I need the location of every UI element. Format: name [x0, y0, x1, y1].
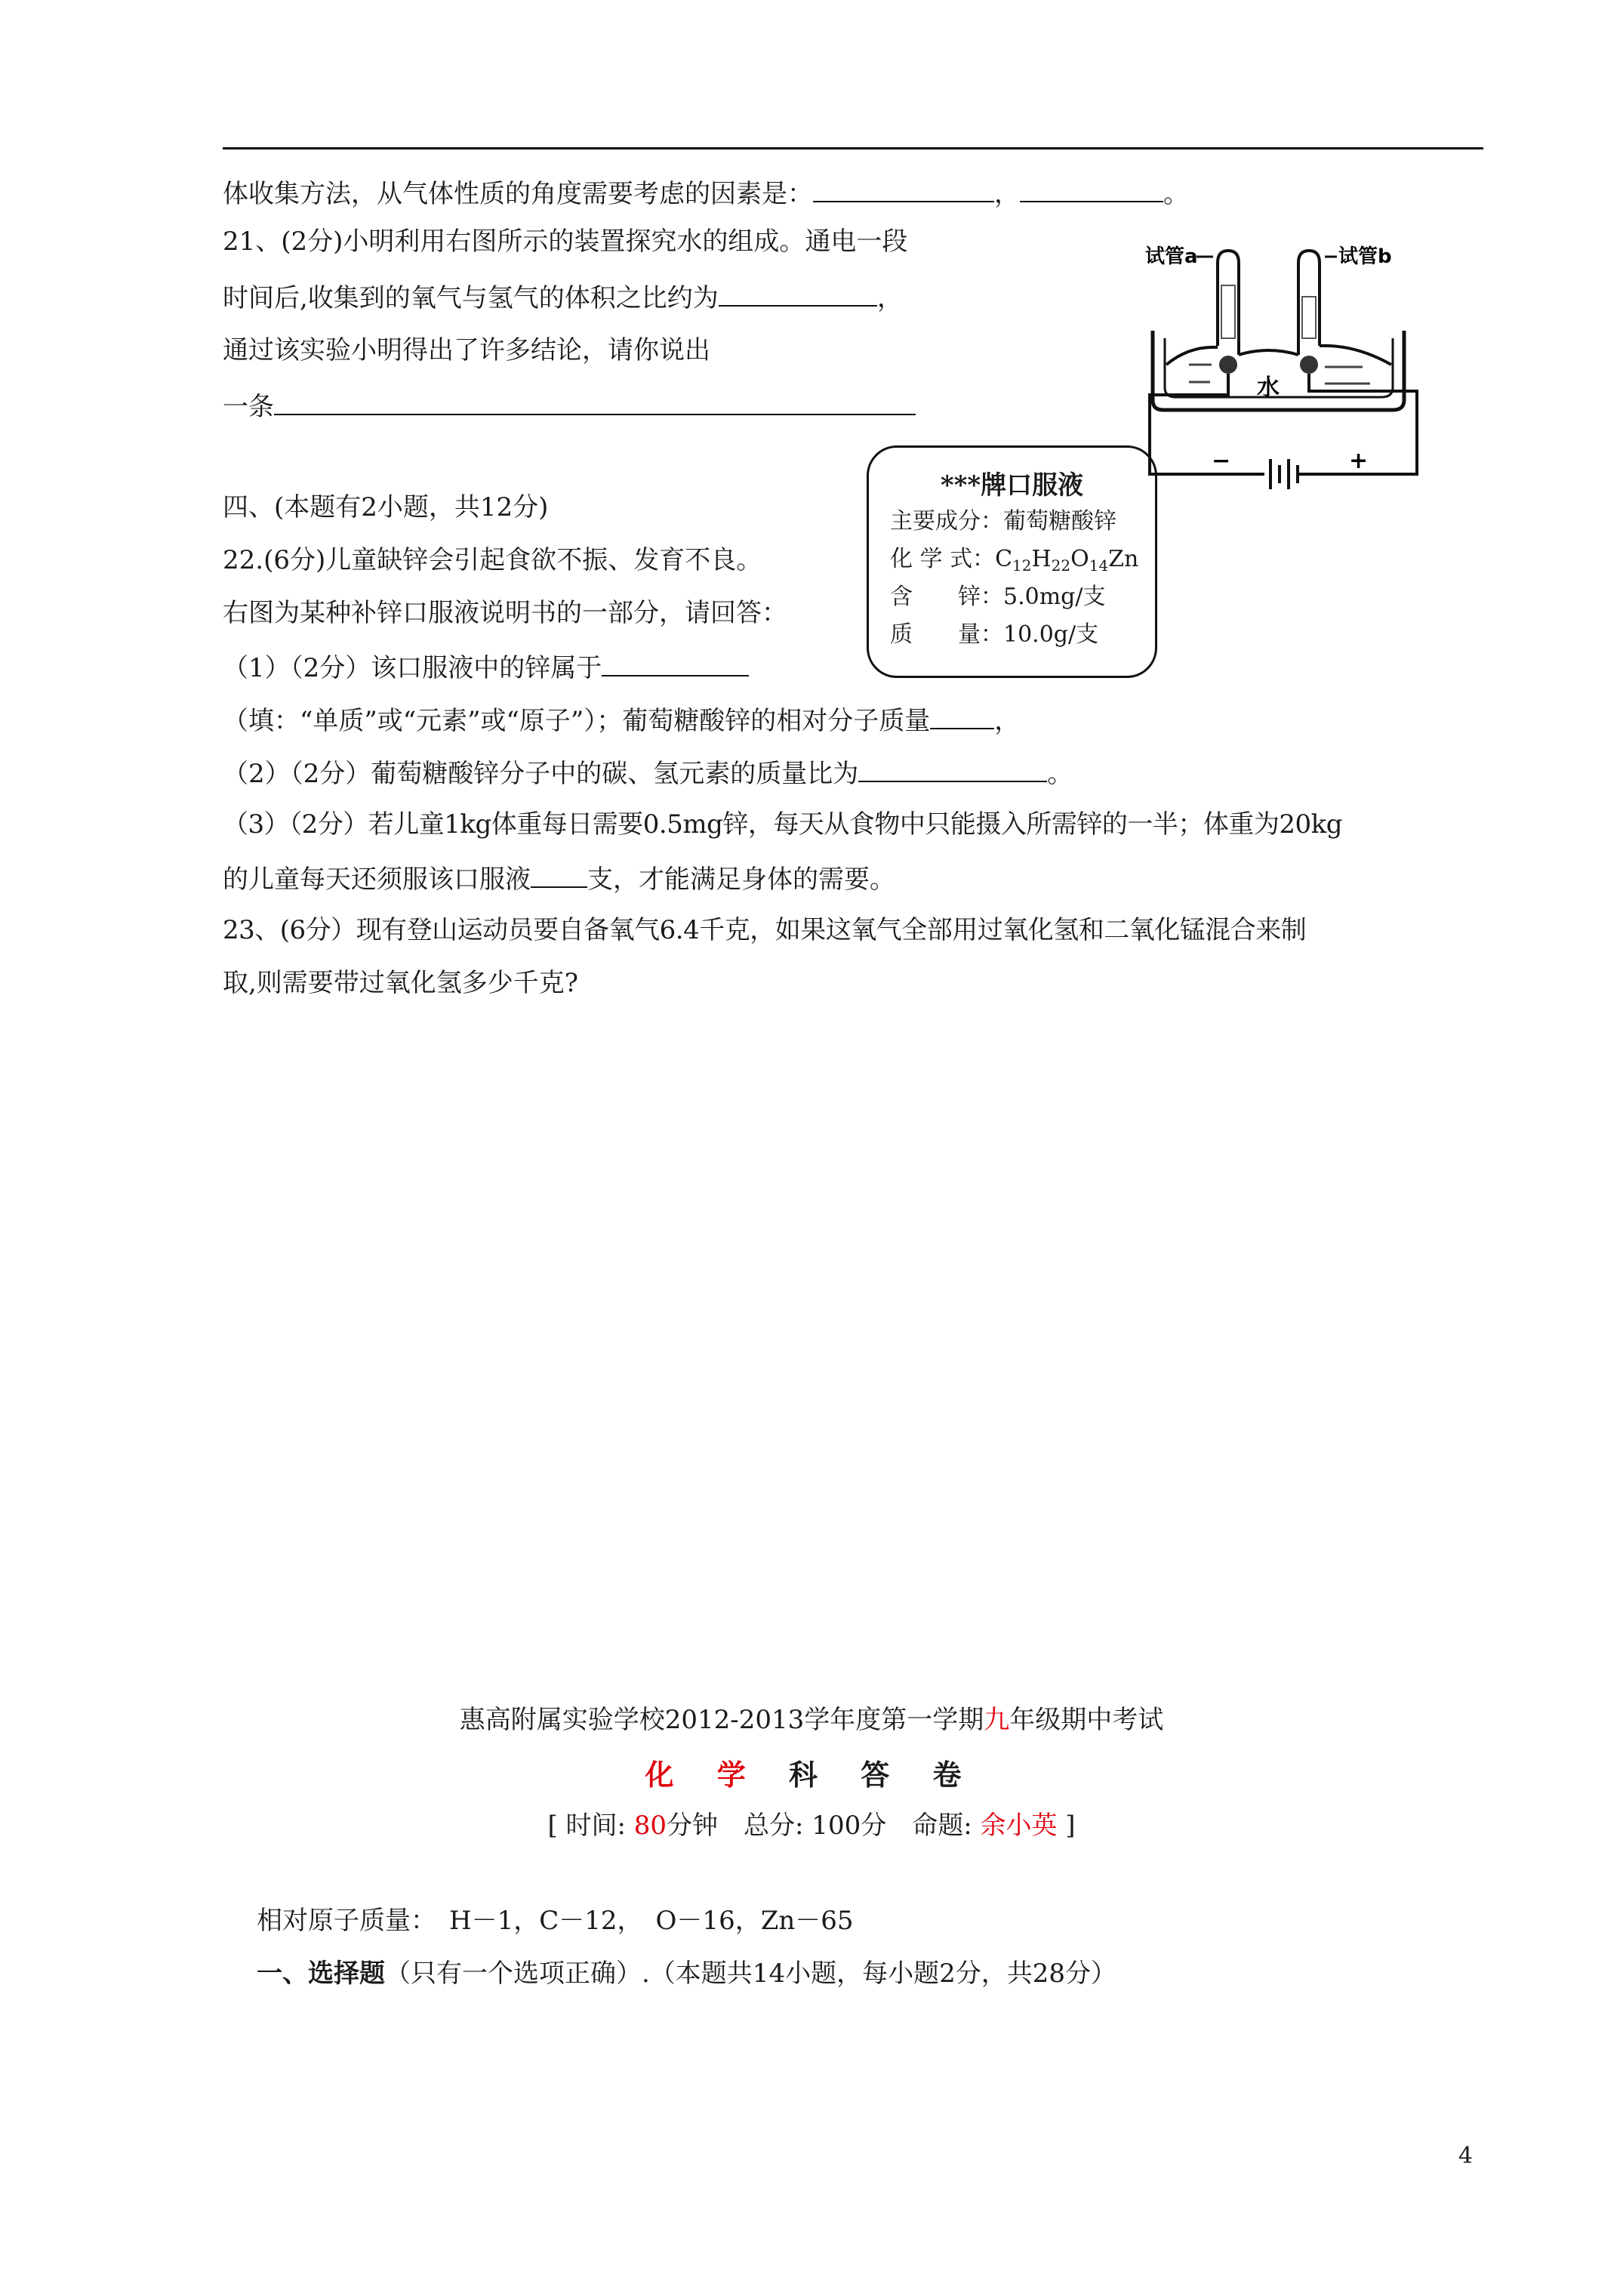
q22-part1-cont	[223, 702, 1020, 738]
q22-part3-cont-b: 支，才能满足身体的需要。	[587, 864, 895, 895]
q21-ratio-blank[interactable]	[719, 279, 877, 307]
subject-rest: 科 答 卷	[789, 1758, 978, 1792]
q22-part2	[223, 755, 1073, 791]
title-part-b: 年级期中考试	[1009, 1705, 1164, 1735]
formula-o: O	[1070, 546, 1089, 572]
title-grade: 九	[984, 1705, 1010, 1735]
q23-line-1: 23、(6分）现有登山运动员要自备氧气6.4千克，如果这氧气全部用过氧化氢和二氧化锰混合来制	[223, 915, 1307, 945]
q22-part1-text: （1）（2分）该口服液中的锌属于	[223, 653, 602, 683]
label-value: 10.0g/支	[1003, 621, 1099, 648]
answer-sheet-title	[0, 1699, 1623, 1736]
q21-line-2	[223, 279, 903, 315]
section1-rest: （只有一个选项正确）.（本题共14小题，每小题2分，共28分）	[385, 1959, 1116, 1989]
q22-line-1: 22.(6分)儿童缺锌会引起食欲不振、发育不良。	[223, 545, 762, 575]
water-label: 水	[1257, 374, 1280, 401]
q21-line4-text: 一条	[223, 392, 274, 422]
q23-line-2: 取,则需要带过氧化氢多少千克?	[223, 968, 579, 998]
formula-sub: 22	[1051, 556, 1071, 575]
info-end: ]	[1057, 1811, 1076, 1841]
q22-part1	[223, 649, 749, 685]
plus-sign: +	[1349, 448, 1369, 474]
q20-sep: ，	[994, 179, 1020, 209]
title-part-a: 惠高附属实验学校2012-2013学年度第一学期	[459, 1705, 984, 1735]
label-title: ***牌口服液	[940, 470, 1084, 501]
q22-line-2: 右图为某种补锌口服液说明书的一部分，请回答：	[223, 598, 787, 628]
q20-end: 。	[1163, 179, 1189, 209]
label-row-formula	[890, 544, 1138, 581]
q22-part2-end: 。	[1047, 759, 1073, 789]
q22-zinc-type-blank[interactable]	[602, 649, 749, 676]
q22-part3: （3）（2分）若儿童1kg体重每日需要0.5mg锌，每天从食物中只能摄入所需锌的一半；体重为20kg	[223, 809, 1342, 840]
q21-line-3: 通过该实验小明得出了许多结论，请你说出	[223, 335, 710, 365]
q22-ratio-blank[interactable]	[858, 755, 1047, 782]
q21-conclusion-blank[interactable]	[274, 388, 916, 415]
tube-a-label: 试管a	[1145, 245, 1198, 268]
q22-part3-cont-a: 的儿童每天还须服该口服液	[223, 864, 531, 895]
answer-sheet-subject	[0, 1752, 1623, 1793]
formula-h: H	[1031, 546, 1052, 572]
q22-dose-blank[interactable]	[531, 861, 587, 888]
q20-tail-text: 体收集方法，从气体性质的角度需要考虑的因素是：	[223, 179, 813, 209]
q20-blank-1[interactable]	[813, 175, 994, 202]
minus-sign: −	[1212, 448, 1231, 474]
q22-part2-text: （2）（2分）葡萄糖酸锌分子中的碳、氢元素的质量比为	[223, 759, 859, 789]
label-row-mass	[890, 620, 1098, 650]
label-key: 主要成分：	[890, 508, 1003, 535]
q22-part3-cont	[223, 861, 895, 896]
label-key: 含 锌：	[890, 584, 1003, 610]
q21-line2-a: 时间后,收集到的	[223, 283, 411, 313]
section1-heading	[257, 1957, 1116, 1990]
formula-zn: Zn	[1108, 546, 1139, 572]
q22-molar-mass-blank[interactable]	[930, 702, 994, 729]
info-author: 余小英	[980, 1811, 1058, 1841]
label-value: 葡萄糖酸锌	[1003, 508, 1116, 535]
q21-line-4	[223, 388, 916, 424]
section1-bold: 一、选择题	[257, 1959, 385, 1989]
q21-line-1: 21、(2分)小明利用右图所示的装置探究水的组成。通电一段	[223, 227, 908, 257]
info-middle: 分钟 总分: 100分 命题:	[667, 1811, 981, 1841]
section4-heading: 四、(本题有2小题，共12分)	[223, 492, 549, 522]
subject-name: 化 学	[645, 1758, 762, 1792]
formula-sub: 14	[1089, 556, 1109, 575]
atomic-masses: 相对原子质量： H－1，C－12， O－16，Zn－65	[257, 1906, 854, 1936]
page-number: 4	[1458, 2143, 1474, 2169]
subject-gap	[762, 1758, 789, 1792]
info-time-value: 80	[633, 1811, 667, 1841]
formula-sub: 12	[1012, 556, 1032, 575]
header-rule	[223, 147, 1483, 149]
label-key: 质 量：	[890, 621, 1003, 648]
q21-line2-end: ，	[876, 283, 903, 313]
q21-line2-b: 氧气与氢气的体积之比约为	[410, 283, 719, 313]
label-key: 化 学 式：	[890, 546, 996, 572]
answer-sheet-info	[0, 1804, 1623, 1841]
tube-b-label: 试管b	[1338, 245, 1392, 268]
info-time-label: [ 时间:	[547, 1811, 634, 1841]
q20-tail-line	[223, 175, 1189, 211]
q22-part1-cont-text: （填：“单质”或“元素”或“原子”）；葡萄糖酸锌的相对分子质量	[223, 706, 931, 736]
label-value: 5.0mg/支	[1003, 584, 1106, 610]
oral-liquid-label	[867, 445, 1157, 678]
q20-blank-2[interactable]	[1020, 175, 1163, 202]
formula-c: C	[995, 546, 1013, 572]
label-row-zinc-content	[890, 582, 1105, 612]
electrolysis-apparatus-figure	[1144, 233, 1431, 489]
q22-part1-end: ，	[994, 706, 1021, 736]
label-row-ingredient	[890, 507, 1116, 537]
